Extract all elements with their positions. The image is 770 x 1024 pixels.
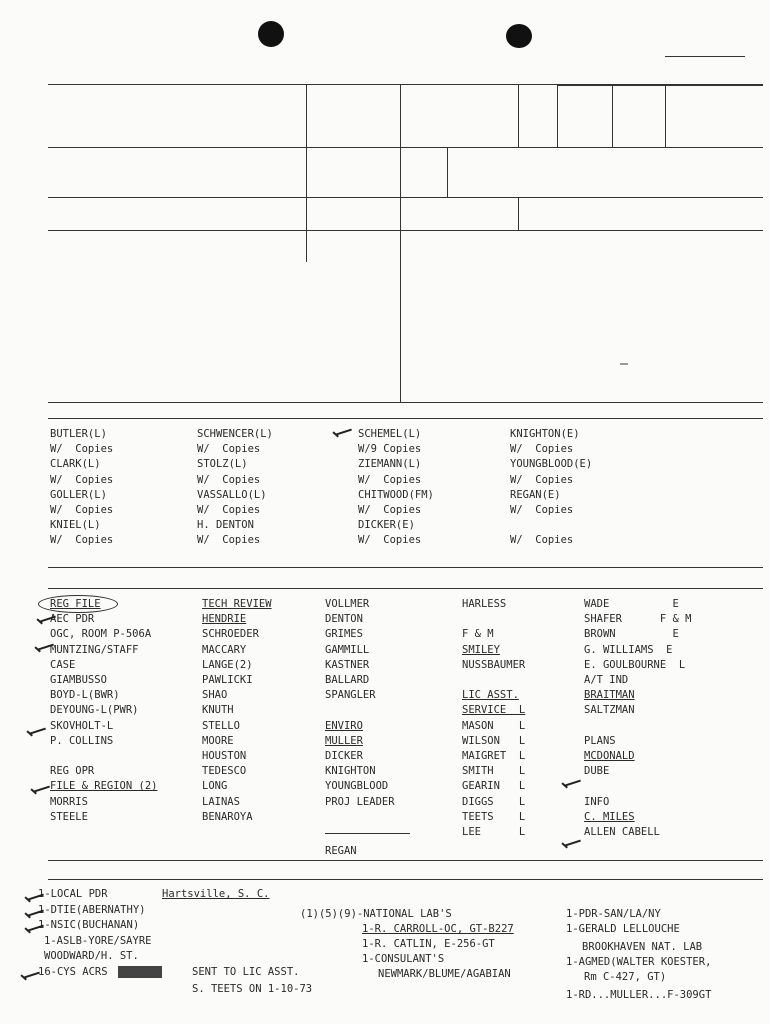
action-recipient: STOLZ(L) bbox=[197, 458, 248, 471]
action-recipient: KNIEL(L) bbox=[50, 519, 101, 532]
internal-recipient: PROJ LEADER bbox=[325, 795, 395, 808]
internal-recipient: MOORE bbox=[202, 734, 234, 747]
external-recipient: Rm C-427, GT) bbox=[584, 971, 667, 983]
internal-recipient: G. WILLIAMS E bbox=[584, 643, 673, 656]
check-mark bbox=[565, 840, 581, 847]
internal-recipient: GAMMILL bbox=[325, 643, 370, 656]
internal-recipient: A/T IND bbox=[584, 674, 629, 686]
internal-recipient: MUNTZING/STAFF bbox=[50, 643, 139, 656]
internal-recipient: BALLARD bbox=[325, 674, 370, 686]
internal-recipient: TECH REVIEW bbox=[202, 598, 272, 610]
internal-recipient: MULLER bbox=[325, 734, 363, 747]
external-recipient: 1-CONSULANT'S bbox=[362, 953, 445, 965]
internal-recipient: BROWN E bbox=[584, 628, 679, 641]
external-recipient: 1-GERALD LELLOUCHE bbox=[566, 923, 680, 935]
external-recipient: S. TEETS ON 1-10-73 bbox=[192, 983, 313, 995]
internal-recipient: BENAROYA bbox=[202, 810, 253, 823]
internal-recipient: AEC PDR bbox=[50, 613, 95, 626]
internal-recipient: GIAMBUSSO bbox=[50, 674, 107, 686]
action-recipient: W/ Copies bbox=[197, 473, 261, 486]
internal-recipient: FILE & REGION (2) bbox=[50, 780, 158, 793]
action-recipient: YOUNGBLOOD(E) bbox=[510, 458, 593, 471]
internal-recipient: F & M bbox=[462, 628, 494, 641]
internal-recipient: GEARIN L bbox=[462, 780, 526, 793]
internal-recipient: YOUNGBLOOD bbox=[325, 780, 389, 793]
external-recipient: 16-CYS ACRS bbox=[38, 966, 108, 978]
internal-recipient: DEYOUNG-L(PWR) bbox=[50, 704, 139, 717]
internal-recipient: DIGGS L bbox=[462, 795, 526, 808]
internal-recipient: SHAO bbox=[202, 689, 228, 702]
action-recipient: REGAN(E) bbox=[510, 488, 561, 501]
internal-recipient: SKOVHOLT-L bbox=[50, 719, 114, 732]
external-recipient: NEWMARK/BLUME/AGABIAN bbox=[378, 968, 511, 980]
check-mark bbox=[565, 780, 581, 787]
action-recipient: W/ Copies bbox=[358, 473, 422, 486]
external-recipient: 1-DTIE(ABERNATHY) bbox=[38, 904, 146, 916]
punch-hole bbox=[258, 21, 284, 47]
internal-recipient: MAIGRET L bbox=[462, 750, 526, 762]
internal-recipient: MCDONALD bbox=[584, 750, 635, 762]
internal-recipient: REGAN bbox=[325, 845, 357, 857]
acknowledged-stamp bbox=[620, 363, 628, 365]
internal-recipient: DENTON bbox=[325, 613, 363, 626]
action-recipient: ZIEMANN(L) bbox=[358, 458, 422, 471]
action-recipient: W/ Copies bbox=[197, 534, 261, 547]
internal-recipient: SMILEY bbox=[462, 643, 500, 656]
internal-recipient: VOLLMER bbox=[325, 598, 370, 610]
internal-recipient: LAINAS bbox=[202, 795, 240, 808]
internal-recipient: HOUSTON bbox=[202, 750, 247, 762]
struck-out-text: HOLDING bbox=[118, 966, 163, 978]
check-mark bbox=[34, 786, 50, 793]
external-recipient: BROOKHAVEN NAT. LAB bbox=[582, 941, 703, 953]
internal-recipient: P. COLLINS bbox=[50, 734, 114, 747]
action-recipient: H. DENTON bbox=[197, 519, 254, 532]
external-recipient: 1-NSIC(BUCHANAN) bbox=[38, 919, 140, 931]
external-recipient: 1-R. CATLIN, E-256-GT bbox=[362, 938, 495, 950]
external-recipient: 1-ASLB-YORE/SAYRE bbox=[44, 935, 152, 947]
internal-recipient: STEELE bbox=[50, 810, 88, 823]
internal-recipient: NUSSBAUMER bbox=[462, 658, 526, 671]
internal-recipient: SERVICE L bbox=[462, 704, 526, 717]
action-recipient: DICKER(E) bbox=[358, 519, 415, 532]
action-recipient: W/ Copies bbox=[510, 504, 574, 516]
internal-recipient: KNIGHTON bbox=[325, 765, 376, 778]
action-recipient: W/ Copies bbox=[50, 534, 114, 547]
external-recipient: 1-PDR-SAN/LA/NY bbox=[566, 908, 661, 920]
internal-recipient: INFO bbox=[584, 795, 610, 808]
internal-recipient: TEETS L bbox=[462, 810, 526, 823]
internal-recipient: DUBE bbox=[584, 765, 610, 778]
action-recipient: BUTLER(L) bbox=[50, 428, 107, 440]
external-recipient: 1-AGMED(WALTER KOESTER, bbox=[566, 956, 712, 968]
internal-recipient: REG FILE bbox=[50, 598, 101, 610]
internal-recipient: BOYD-L(BWR) bbox=[50, 689, 120, 702]
action-recipient: W/ Copies bbox=[50, 443, 114, 456]
internal-recipient: E. GOULBOURNE L bbox=[584, 658, 686, 671]
internal-recipient: HENDRIE bbox=[202, 613, 247, 626]
action-recipient: VASSALLO(L) bbox=[197, 488, 267, 501]
action-recipient: W/ Copies bbox=[510, 534, 574, 547]
action-recipient: GOLLER(L) bbox=[50, 488, 107, 501]
internal-recipient: ENVIRO bbox=[325, 719, 363, 732]
internal-recipient: STELLO bbox=[202, 719, 240, 732]
internal-recipient: MORRIS bbox=[50, 795, 88, 808]
internal-recipient: GRIMES bbox=[325, 628, 363, 641]
action-recipient: CHITWOOD(FM) bbox=[358, 488, 434, 501]
check-mark bbox=[336, 429, 352, 436]
action-recipient: SCHWENCER(L) bbox=[197, 428, 273, 440]
check-mark bbox=[30, 728, 46, 735]
action-recipient: W/ Copies bbox=[197, 443, 261, 456]
external-recipient: WOODWARD/H. ST. bbox=[44, 950, 139, 962]
internal-recipient: SALTZMAN bbox=[584, 704, 635, 717]
internal-recipient: BRAITMAN bbox=[584, 689, 635, 702]
action-recipient: W/9 Copies bbox=[358, 443, 422, 456]
internal-recipient: WADE E bbox=[584, 598, 679, 610]
internal-recipient: TEDESCO bbox=[202, 765, 247, 778]
internal-recipient: KASTNER bbox=[325, 658, 370, 671]
action-recipient: W/ Copies bbox=[197, 504, 261, 516]
internal-recipient: REG OPR bbox=[50, 765, 95, 778]
internal-recipient: MACCARY bbox=[202, 643, 247, 656]
internal-recipient: DICKER bbox=[325, 750, 363, 762]
action-recipient: CLARK(L) bbox=[50, 458, 101, 471]
internal-recipient: PLANS bbox=[584, 734, 616, 747]
internal-recipient: KNUTH bbox=[202, 704, 234, 717]
internal-recipient: C. MILES bbox=[584, 810, 635, 823]
action-recipient: W/ Copies bbox=[358, 504, 422, 516]
internal-recipient: PAWLICKI bbox=[202, 674, 253, 686]
action-recipient: W/ Copies bbox=[50, 504, 114, 516]
action-recipient: W/ Copies bbox=[50, 473, 114, 486]
external-recipient: 1-LOCAL PDR bbox=[38, 888, 108, 900]
internal-recipient: LONG bbox=[202, 780, 228, 793]
circle-mark bbox=[38, 595, 118, 613]
action-recipient: W/ Copies bbox=[358, 534, 422, 547]
external-recipient: 1-RD...MULLER...F-309GT bbox=[566, 989, 712, 1001]
external-recipient: (1)(5)(9)-NATIONAL LAB'S bbox=[300, 908, 452, 920]
action-recipient: W/ Copies bbox=[510, 473, 574, 486]
internal-recipient: SMITH L bbox=[462, 765, 526, 778]
external-recipient: 1-R. CARROLL-OC, GT-B227 bbox=[362, 923, 514, 935]
internal-recipient: HARLESS bbox=[462, 598, 507, 610]
internal-recipient: WILSON L bbox=[462, 734, 526, 747]
local-pdr-value: Hartsville, S. C. bbox=[162, 888, 270, 900]
action-recipient: W/ Copies bbox=[510, 443, 574, 456]
action-recipient: SCHEMEL(L) bbox=[358, 428, 422, 440]
internal-recipient: SPANGLER bbox=[325, 689, 376, 702]
internal-recipient: SHAFER F & M bbox=[584, 613, 692, 626]
internal-recipient: LIC ASST. bbox=[462, 689, 519, 702]
action-recipient: KNIGHTON(E) bbox=[510, 428, 580, 440]
internal-recipient: OGC, ROOM P-506A bbox=[50, 628, 152, 641]
acrs-note: SENT TO LIC ASST. bbox=[192, 966, 300, 978]
internal-recipient: SCHROEDER bbox=[202, 628, 259, 641]
punch-hole bbox=[506, 24, 532, 48]
internal-recipient: ALLEN CABELL bbox=[584, 826, 660, 838]
internal-recipient: CASE bbox=[50, 658, 76, 671]
internal-recipient: LANGE(2) bbox=[202, 658, 253, 671]
internal-recipient: MASON L bbox=[462, 719, 526, 732]
internal-recipient: LEE L bbox=[462, 826, 526, 838]
